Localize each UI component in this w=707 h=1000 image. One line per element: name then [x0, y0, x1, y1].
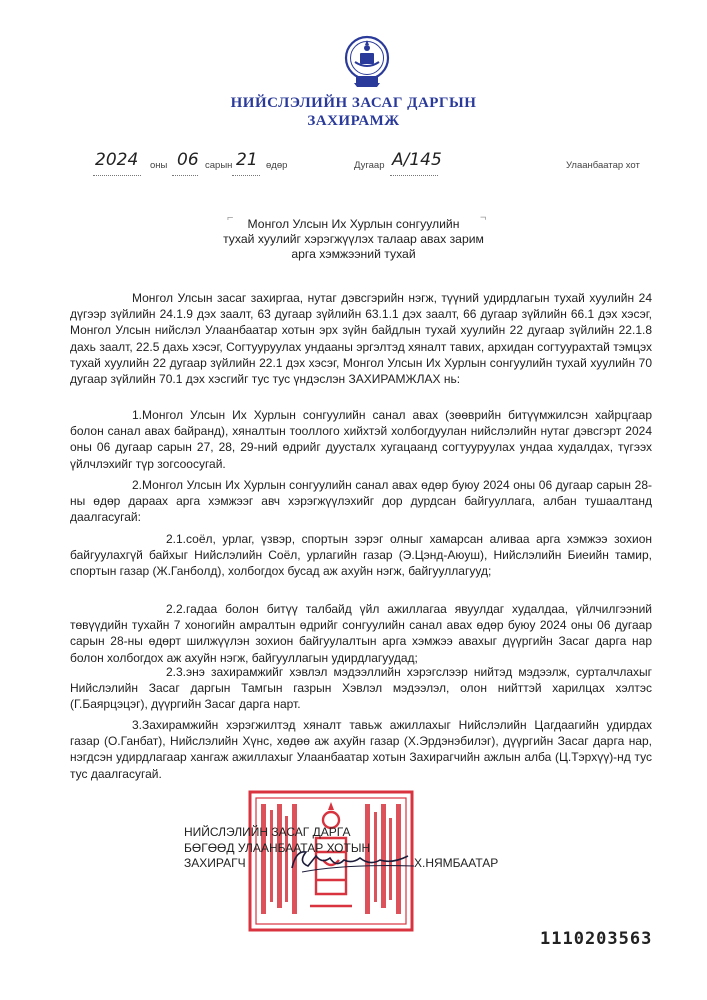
decree-number: А/145	[392, 150, 442, 170]
item-2-3-paragraph: 2.3.энэ захирамжийг хэвлэл мэдээллийн хэрэгслээр нийтэд мэдээлж, сурталчлахыг Нийслэлийн Засаг даргын Тамгын газрын Хэвлэл мэдээлэл, олон нийттэй харилцах хэлтэс (Г.Баярцэцэг), дүүргийн Засаг дарга нарт.	[70, 665, 652, 712]
item-1-paragraph: 1.Монгол Улсын Их Хурлын сонгуулийн санал авах (зөөврийн битүүмжилсэн хайрцгаар болон санал авах байранд), хяналтын тооллого хийхтэй холбогдуулан нийслэлийн нутаг дэвсгэрт 2024 оны 06 дугаар сарын 27, 28, 29-ний өдрийг дуусталх хугацаанд согтууруулах ундаа худалдах, түгээх үйлчлэхийг түр зогсоосугай.	[70, 408, 652, 471]
date-month-suffix: сарын	[205, 160, 233, 171]
signatory-title-line-2: БӨГӨӨД УЛААНБААТАР ХОТЫН	[184, 840, 371, 855]
number-label: Дугаар	[354, 160, 385, 171]
item-2-block	[70, 477, 652, 526]
signatory-name: Х.НЯМБААТАР	[414, 856, 499, 870]
handwritten-signature-icon	[284, 842, 424, 878]
item-3-paragraph: 3.Захирамжийн хэрэгжилтэд хяналт тавьж ажиллахыг Нийслэлийн Цагдаагийн удирдах газар (О.Ганбат), Нийслэлийн Хүнс, хөдөө аж ахуйн газар (Х.Эрдэнэбилэг), дүүргийн Засаг дарга нар, нэгдсэн удирдлагаар хангаж ажиллахыг Улаанбаатар хотын Захирагчийн ажлын алба (Ц.Тэрхүү)-нд тус тус даалгасугай.	[70, 718, 652, 781]
date-day-suffix: өдөр	[266, 160, 288, 171]
item-2-2-paragraph: 2.2.гадаа болон битүү талбайд үйл ажиллагаа явуулдаг худалдаа, үйлчилгээний төвүүдийн тухайн 7 хоногийн амралтын өдрийг сонгуулийн санал авах өдөр буюу 2024 оны 06 дугаар сарын 28-ны өдөрт шилжүүлэн зохион байгуулалтын арга хэмжээ авахыг дүүргийн Засаг дарга нар болон холбогдох аж ахуйн нэгж, байгууллагын удирдлагуудад;	[70, 602, 652, 665]
item-2-1-block	[70, 531, 652, 580]
date-line	[0, 150, 707, 180]
document-serial-number: 1110203563	[540, 929, 653, 949]
issuer-title: НИЙСЛЭЛИЙН ЗАСАГ ДАРГЫН	[230, 95, 477, 111]
item-2-2-block	[70, 601, 652, 666]
subject-line-2: тухай хуулийг хэрэгжүүлэх талаар авах зарим	[223, 232, 484, 246]
preamble-block	[70, 290, 652, 387]
signatory-title-line-1: НИЙСЛЭЛИЙН ЗАСАГ ДАРГА	[184, 825, 351, 839]
preamble-paragraph: Монгол Улсын засаг захиргаа, нутаг дэвсгэрийн нэгж, түүний удирдлагын тухай хуулийн 24 дүгээр зүйлийн 24.1.9 дэх заалт, 63 дугаар зүйлийн 63.1.1 дэх заалт, 66 дугаар зүйлийн 66.1 дэх хэсэг, Монгол Улсын нийслэл Улаанбаатар хотын эрх зүйн байдлын тухай хуулийн 22 дугаар зүйлийн 22.1.8 дахь заалт, 22.5 дахь хэсэг, Согтууруулах ундааны эргэлтэд хяналт тавих, архидан согтуурахтай тэмцэх тухай хуулийн 22 дугаар зүйлийн 22.1 дэх хэсэг, Монгол Улсын Их Хурлын сонгуулийн тухай хуулийн 70 дугаар зүйлийн 70.1 дэх хэсгийг тус тус үндэслэн ЗАХИРАМЖЛАХ нь:	[70, 291, 652, 387]
date-day: 21	[236, 150, 258, 170]
item-2-1-paragraph: 2.1.соёл, урлаг, үзвэр, спортын зэрэг олныг хамарсан аливаа арга хэмжээ зохион байгуулахгүй байхыг Нийслэлийн Соёл, урлагийн газар (Э.Цэнд-Аюуш), Нийслэлийн Биеийн тамир, спортын газар (Ж.Ганболд), холбогдох бусад аж ахуйн нэгж, байгууллагууд;	[70, 532, 652, 579]
decree-subject	[0, 217, 707, 262]
item-3-block	[70, 717, 652, 782]
subject-corner-right: ¬	[480, 212, 487, 224]
state-emblem-icon	[344, 32, 390, 88]
document-type: ЗАХИРАМЖ	[307, 113, 400, 129]
date-year-suffix: оны	[150, 160, 168, 171]
item-1-block	[70, 407, 652, 472]
date-month: 06	[177, 150, 199, 170]
subject-corner-left: ⌐	[227, 212, 234, 224]
city-name: Улаанбаатар хот	[566, 160, 640, 171]
date-year: 2024	[95, 150, 139, 170]
subject-line-3: арга хэмжээний тухай	[291, 247, 416, 261]
item-2-paragraph: 2.Монгол Улсын Их Хурлын сонгуулийн санал авах өдөр буюу 2024 оны 06 дугаар сарын 28-ны өдөр дараах арга хэмжээг авч хэрэгжүүлэхийг дор дурдсан байгууллага, албан тушаалтанд даалгасугай:	[70, 478, 652, 525]
subject-line-1: Монгол Улсын Их Хурлын сонгуулийн	[247, 217, 460, 231]
signatory-title-line-3: ЗАХИРАГЧ	[184, 856, 246, 870]
item-2-3-block	[70, 664, 652, 713]
